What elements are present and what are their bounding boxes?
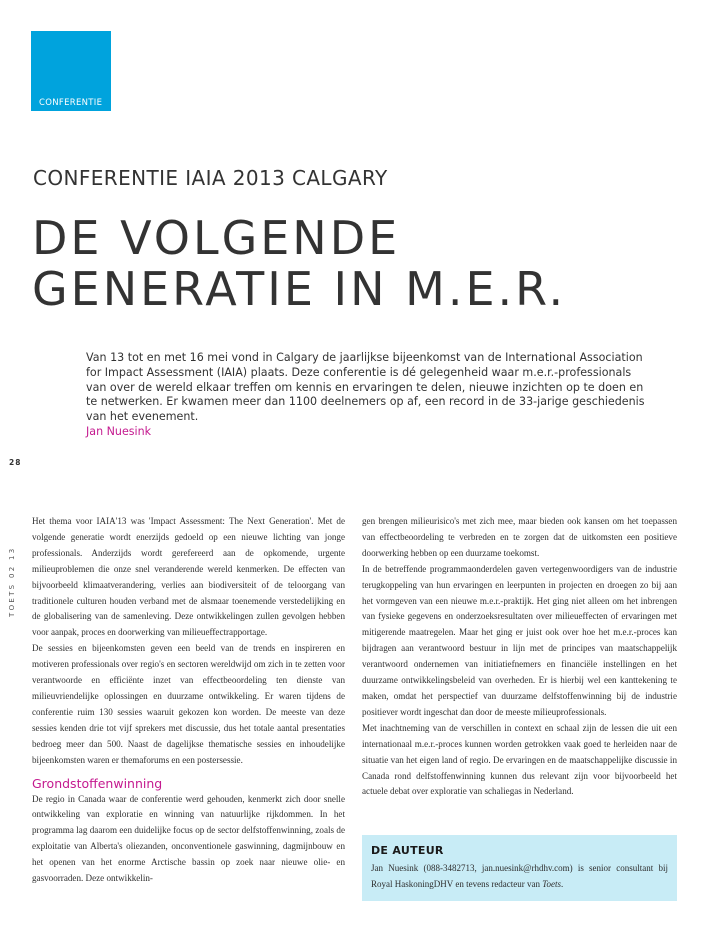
article-headline [32,213,566,315]
author-bio-end: . [560,878,564,889]
article-kicker: CONFERENTIE IAIA 2013 CALGARY [33,166,388,190]
body-paragraph: De sessies en bijeenkomsten geven een beeld van de trends en inspireren en motiveren professionals over regio's en sectoren wereldwijd om zich in te zetten voor verantwoorde en efficiënte inzet van effectbeoordeling ten dienste van milieuvriendelijke oplossingen en duurzame ontwikkeling. Er waren tijdens de conferentie ruim 130 sessies waaruit gekozen kon worden. De meeste van deze sessies kenden drie tot vijf sprekers met discussie, dus het totale aantal presentaties bedroeg meer dan 500. Naast de dagelijkse thematische sessies en inhoudelijke bijeenkomsten waren er themaforums en een postersessie. [32,643,345,765]
lead-author: Jan Nuesink [86,424,152,438]
author-box-text [371,861,668,892]
section-label: CONFERENTIE [39,98,103,108]
section-tab [31,31,111,111]
body-paragraph: gen brengen milieurisico's met zich mee, maar bieden ook kansen om het toepassen van effectbeoordeling te verbreden en te zorgen dat de uitkomsten een positieve doorwerking hebben op een duurzame toekomst. [362,516,677,558]
body-paragraph: Met inachtneming van de verschillen in context en schaal zijn de lessen die uit een internationaal m.e.r.-proces kunnen worden getrokken vaak goed te herleiden naar de situatie van het eigen land of regio. De ervaringen en de maatschappelijke discussie in Canada rond delfstoffenwinning kunnen dus relevant zijn voor bijvoorbeeld het actuele debat over exploratie van schaliegas in Nederland. [362,722,677,797]
body-column-right [362,514,677,800]
body-paragraph: In de betreffende programmaonderdelen gaven vertegenwoordigers van de industrie terugkoppeling van hun ervaringen en leerpunten in projecten en droegen zo bij aan het vormgeven van een nieuwe m.e.r.-praktijk. Het ging niet alleen om het inbrengen van fysieke gegevens en onderzoeksresultaten over milieueffecten of ervaringen met mitigerende maatregelen. Maar het ging er juist ook over hoe het m.e.r.-proces kan bijdragen aan verantwoord bestuur in lijn met de principes van maatschappelijk verantwoord ondernemen van initiatiefnemers en financiële instellingen en het duurzame ontwikkelingsbeleid van overheden. Er is hierbij wel een kanttekening te maken, omdat het perspectief van duurzame delfstoffenwinning bij de industrie positiever wordt ingeschat dan door de meeste milieuprofessionals. [362,563,677,717]
article-lead [86,351,646,440]
running-head: TOETS 02 13 [8,546,16,617]
headline-line-1: DE VOLGENDE [32,211,401,265]
author-box-title: DE AUTEUR [371,844,444,857]
magazine-name: Toets [542,878,561,889]
author-box [362,835,677,901]
body-paragraph: Het thema voor IAIA'13 was 'Impact Assessment: The Next Generation'. Met de volgende generatie wordt enerzijds gedoeld op een nieuwe lichting van jonge professionals. Anderzijds wordt gerefereerd aan de opkomende, urgente milieuproblemen die onze snel veranderende wereld kenmerken. De effecten van bijvoorbeeld klimaatverandering, verlies aan biodiversiteit of de teloorgang van traditionele culturen houden verband met de alsmaar toenemende verstedelijking en de globalisering van de samenleving. Deze ontwikkelingen zullen gevolgen hebben voor aanpak, proces en doorwerking van milieueffectrapportage. [32,516,345,638]
body-paragraph: De regio in Canada waar de conferentie werd gehouden, kenmerkt zich door snelle ontwikkeling van exploratie en winning van natuurlijke rijkdommen. In het programma lag daarom een duidelijke focus op de sector delfstoffenwinning, zoals de exploitatie van Alberta's oliezanden, onconventionele gaswinning, dagmijnbouw en het openen van het enorme Arctische bassin op zoek naar nieuwe olie- en gasvoorraden. Deze ontwikkelin- [32,793,345,884]
body-column-left [32,514,345,887]
lead-text: Van 13 tot en met 16 mei vond in Calgary de jaarlijkse bijeenkomst van de International Association for Impact Assessment (IAIA) plaats. Deze conferentie is dé gelegenheid waar m.e.r.-professionals van over de wereld elkaar treffen om kennis en ervaringen te delen, nieuwe inzichten op te doen en te netwerken. Er kwamen meer dan 1100 deelnemers op af, een record in de 33-jarige geschiedenis van het evenement. [86,351,645,424]
headline-line-2: GENERATIE IN M.E.R. [32,262,567,316]
section-subhead: Grondstoffenwinning [32,775,163,791]
author-bio: Jan Nuesink (088-3482713, jan.nuesink@rhdhv.com) is senior consultant bij Royal HaskoningDHV en tevens redacteur van [371,863,668,889]
page-number: 28 [9,458,22,467]
